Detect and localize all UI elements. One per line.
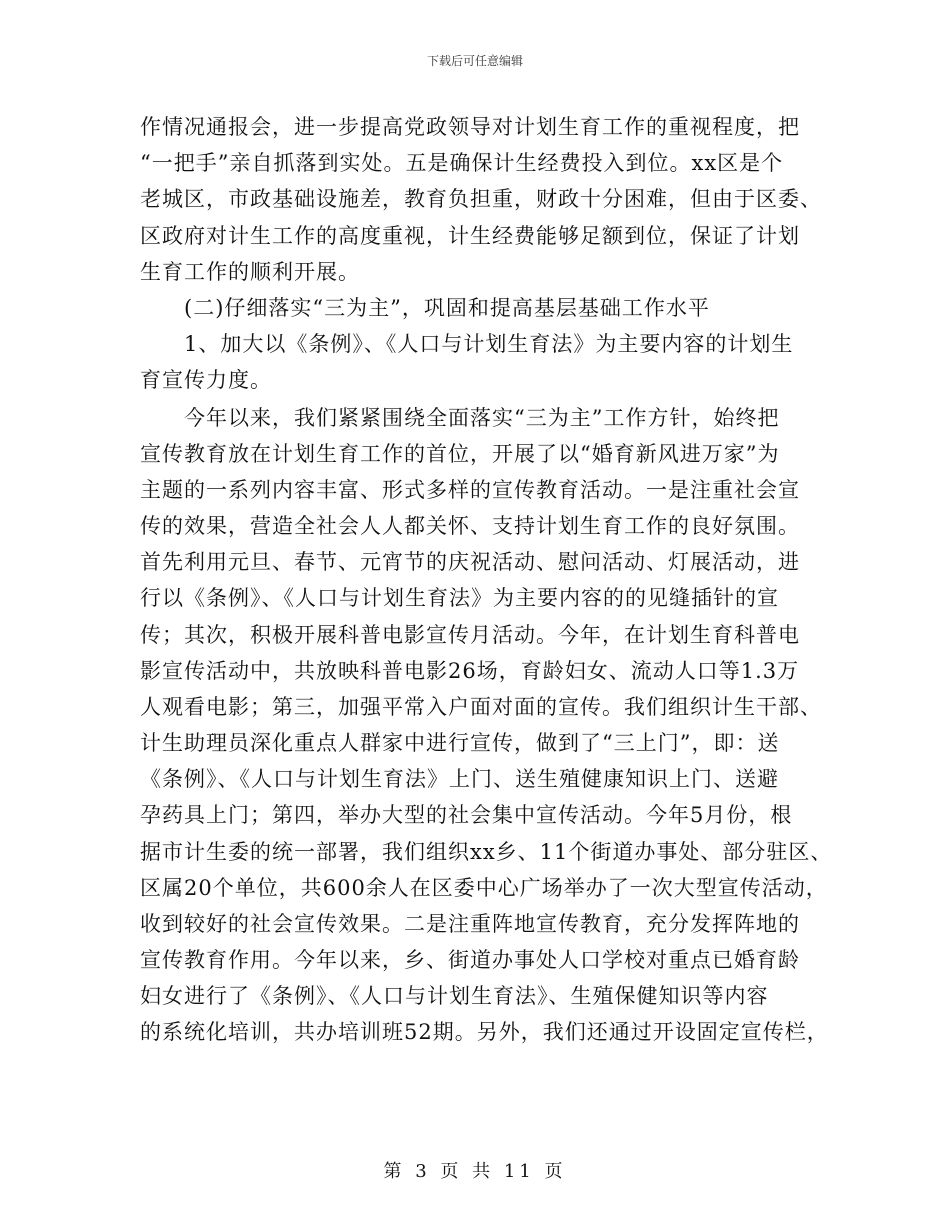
text-line: 行以《条例》、《人口与计划生育法》为主要内容的的见缝插针的宣 <box>140 586 779 610</box>
text-line: 区属20个单位，共600余人在区委中心广场举办了一次大型宣传活动， <box>140 876 828 900</box>
text-line: 孕药具上门；第四，举办大型的社会集中宣传活动。今年5月份，根 <box>140 803 793 827</box>
subsection-heading: 1、加大以《条例》、《人口与计划生育法》为主要内容的计划生 <box>140 332 794 356</box>
text-line: 的系统化培训，共办培训班52期。另外，我们还通过开设固定宣传栏， <box>140 1020 829 1044</box>
text-line: 老城区，市政基础设施差，教育负担重，财政十分困难，但由于区委、 <box>140 187 822 211</box>
subsection-heading: 育宣传力度。 <box>140 368 272 392</box>
text-line: 宣传教育放在计划生育工作的首位，开展了以“婚育新风进万家”为 <box>140 442 780 466</box>
text-line: 妇女进行了《条例》、《人口与计划生育法》、生殖保健知识等内容 <box>140 984 769 1008</box>
text-line: 首先利用元旦、春节、元宵节的庆祝活动、慰问活动、灯展活动，进 <box>140 550 800 574</box>
text-line: 人观看电影；第三，加强平常入户面对面的宣传。我们组织计生干部、 <box>140 695 822 719</box>
text-line: 传；其次，积极开展科普电影宣传月活动。今年，在计划生育科普电 <box>140 623 800 647</box>
text-line: 主题的一系列内容丰富、形式多样的宣传教育活动。一是注重社会宣 <box>140 478 800 502</box>
text-line: 宣传教育作用。今年以来，乡、街道办事处人口学校对重点已婚育龄 <box>140 948 800 972</box>
text-line: 今年以来，我们紧紧围绕全面落实“三为主”工作方针，始终把 <box>140 406 780 430</box>
text-line: 生育工作的顺利开展。 <box>140 260 360 284</box>
text-line: 区政府对计生工作的高度重视，计生经费能够足额到位，保证了计划 <box>140 224 800 248</box>
text-line: 作情况通报会，进一步提高党政领导对计划生育工作的重视程度，把 <box>140 115 800 139</box>
text-line: 影宣传活动中，共放映科普电影26场，育龄妇女、流动人口等1.3万 <box>140 659 800 683</box>
text-line: 传的效果，营造全社会人人都关怀、支持计划生育工作的良好氛围。 <box>140 514 800 538</box>
text-line: 据市计生委的统一部署，我们组织xx乡、11个街道办事处、部分驻区、 <box>140 840 833 864</box>
page-header: 下载后可任意编辑 <box>426 54 523 68</box>
text-line: 计生助理员深化重点人群家中进行宣传，做到了“三上门”，即：送 <box>140 731 780 755</box>
text-line: 《条例》、《人口与计划生育法》上门、送生殖健康知识上门、送避 <box>140 767 779 791</box>
section-heading: (二)仔细落实“三为主”，巩固和提高基层基础工作水平 <box>140 296 710 320</box>
text-line: “一把手”亲自抓落到实处。五是确保计生经费投入到位。xx区是个 <box>140 151 784 175</box>
text-line: 收到较好的社会宣传效果。二是注重阵地宣传教育，充分发挥阵地的 <box>140 912 800 936</box>
page-footer: 第 3 页 共 11 页 <box>383 1161 567 1182</box>
